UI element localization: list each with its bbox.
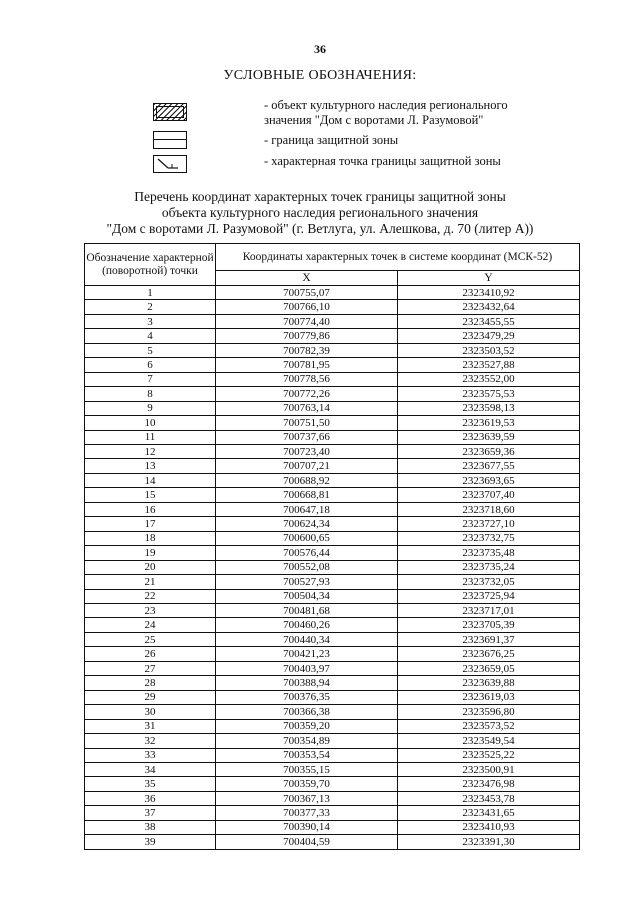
table-row bbox=[85, 575, 580, 589]
x-coordinate-cell: 700766,10 bbox=[216, 300, 398, 314]
table-row bbox=[85, 748, 580, 762]
point-number-cell: 23 bbox=[85, 603, 216, 617]
x-coordinate-cell: 700460,26 bbox=[216, 618, 398, 632]
coordinates-table bbox=[84, 243, 580, 850]
table-row bbox=[85, 300, 580, 314]
table-row bbox=[85, 690, 580, 704]
point-number-cell: 4 bbox=[85, 329, 216, 343]
y-coordinate-cell: 2323732,05 bbox=[398, 575, 580, 589]
x-coordinate-cell: 700403,97 bbox=[216, 661, 398, 675]
point-number-cell: 1 bbox=[85, 286, 216, 300]
table-row bbox=[85, 661, 580, 675]
table-row bbox=[85, 416, 580, 430]
page-number: 36 bbox=[314, 42, 326, 56]
coordinates-table-body bbox=[85, 286, 580, 850]
hatched-area-icon bbox=[153, 103, 187, 121]
table-row bbox=[85, 286, 580, 300]
protective-zone-boundary-icon bbox=[153, 131, 187, 149]
y-coordinate-cell: 2323717,01 bbox=[398, 603, 580, 617]
table-row bbox=[85, 531, 580, 545]
table-row bbox=[85, 430, 580, 444]
table-row bbox=[85, 734, 580, 748]
x-coordinate-cell: 700355,15 bbox=[216, 762, 398, 776]
x-coordinate-cell: 700354,89 bbox=[216, 734, 398, 748]
y-coordinate-cell: 2323639,88 bbox=[398, 676, 580, 690]
x-coordinate-cell: 700552,08 bbox=[216, 560, 398, 574]
point-number-cell: 22 bbox=[85, 589, 216, 603]
y-coordinate-cell: 2323575,53 bbox=[398, 387, 580, 401]
header-y: Y bbox=[398, 271, 580, 286]
y-coordinate-cell: 2323431,65 bbox=[398, 806, 580, 820]
y-coordinate-cell: 2323676,25 bbox=[398, 647, 580, 661]
point-number-cell: 12 bbox=[85, 444, 216, 458]
legend-item-boundary-point: - характерная точка границы защитной зоны bbox=[264, 154, 501, 168]
table-row bbox=[85, 473, 580, 487]
point-number-cell: 2 bbox=[85, 300, 216, 314]
y-coordinate-cell: 2323693,65 bbox=[398, 473, 580, 487]
table-row bbox=[85, 401, 580, 415]
x-coordinate-cell: 700723,40 bbox=[216, 444, 398, 458]
point-number-cell: 15 bbox=[85, 488, 216, 502]
point-number-cell: 21 bbox=[85, 575, 216, 589]
y-coordinate-cell: 2323735,24 bbox=[398, 560, 580, 574]
table-row bbox=[85, 719, 580, 733]
y-coordinate-cell: 2323677,55 bbox=[398, 459, 580, 473]
x-coordinate-cell: 700755,07 bbox=[216, 286, 398, 300]
point-number-cell: 26 bbox=[85, 647, 216, 661]
x-coordinate-cell: 700779,86 bbox=[216, 329, 398, 343]
point-number-cell: 38 bbox=[85, 820, 216, 834]
table-row bbox=[85, 806, 580, 820]
legend bbox=[0, 0, 640, 180]
table-row bbox=[85, 589, 580, 603]
x-coordinate-cell: 700668,81 bbox=[216, 488, 398, 502]
point-number-cell: 31 bbox=[85, 719, 216, 733]
y-coordinate-cell: 2323503,52 bbox=[398, 343, 580, 357]
x-coordinate-cell: 700359,20 bbox=[216, 719, 398, 733]
x-coordinate-cell: 700707,21 bbox=[216, 459, 398, 473]
x-coordinate-cell: 700376,35 bbox=[216, 690, 398, 704]
y-coordinate-cell: 2323659,36 bbox=[398, 444, 580, 458]
point-number-cell: 37 bbox=[85, 806, 216, 820]
x-coordinate-cell: 700600,65 bbox=[216, 531, 398, 545]
boundary-point-icon bbox=[153, 155, 187, 173]
x-coordinate-cell: 700367,13 bbox=[216, 791, 398, 805]
table-caption-line-2: объекта культурного наследия регионального значения bbox=[161, 205, 479, 220]
y-coordinate-cell: 2323410,92 bbox=[398, 286, 580, 300]
point-number-cell: 5 bbox=[85, 343, 216, 357]
table-row bbox=[85, 705, 580, 719]
y-coordinate-cell: 2323453,78 bbox=[398, 791, 580, 805]
y-coordinate-cell: 2323552,00 bbox=[398, 372, 580, 386]
point-number-cell: 29 bbox=[85, 690, 216, 704]
x-coordinate-cell: 700359,70 bbox=[216, 777, 398, 791]
legend-title: УСЛОВНЫЕ ОБОЗНАЧЕНИЯ: bbox=[223, 68, 417, 83]
x-coordinate-cell: 700504,34 bbox=[216, 589, 398, 603]
table-row bbox=[85, 358, 580, 372]
point-number-cell: 13 bbox=[85, 459, 216, 473]
point-number-cell: 35 bbox=[85, 777, 216, 791]
y-coordinate-cell: 2323410,93 bbox=[398, 820, 580, 834]
table-row bbox=[85, 632, 580, 646]
x-coordinate-cell: 700481,68 bbox=[216, 603, 398, 617]
point-number-cell: 8 bbox=[85, 387, 216, 401]
table-row bbox=[85, 777, 580, 791]
table-row bbox=[85, 488, 580, 502]
point-number-cell: 9 bbox=[85, 401, 216, 415]
point-number-cell: 17 bbox=[85, 517, 216, 531]
point-number-cell: 7 bbox=[85, 372, 216, 386]
x-coordinate-cell: 700772,26 bbox=[216, 387, 398, 401]
header-point-label: Обозначение характерной (поворотной) точки bbox=[85, 244, 216, 286]
table-row bbox=[85, 387, 580, 401]
point-number-cell: 34 bbox=[85, 762, 216, 776]
header-coordinates: Координаты характерных точек в системе координат (МСК-52) bbox=[216, 244, 580, 271]
point-number-cell: 33 bbox=[85, 748, 216, 762]
x-coordinate-cell: 700782,39 bbox=[216, 343, 398, 357]
y-coordinate-cell: 2323727,10 bbox=[398, 517, 580, 531]
point-number-cell: 32 bbox=[85, 734, 216, 748]
x-coordinate-cell: 700388,94 bbox=[216, 676, 398, 690]
x-coordinate-cell: 700737,66 bbox=[216, 430, 398, 444]
y-coordinate-cell: 2323455,55 bbox=[398, 314, 580, 328]
table-caption-line-3: "Дом с воротами Л. Разумовой" (г. Ветлуга, ул. Алешкова, д. 70 (литер А)) bbox=[106, 221, 534, 236]
table-row bbox=[85, 835, 580, 850]
y-coordinate-cell: 2323735,48 bbox=[398, 546, 580, 560]
point-number-cell: 16 bbox=[85, 502, 216, 516]
table-row bbox=[85, 502, 580, 516]
point-number-cell: 27 bbox=[85, 661, 216, 675]
x-coordinate-cell: 700763,14 bbox=[216, 401, 398, 415]
y-coordinate-cell: 2323476,98 bbox=[398, 777, 580, 791]
x-coordinate-cell: 700774,40 bbox=[216, 314, 398, 328]
legend-item-zone-boundary: - граница защитной зоны bbox=[264, 133, 399, 147]
y-coordinate-cell: 2323500,91 bbox=[398, 762, 580, 776]
point-number-cell: 30 bbox=[85, 705, 216, 719]
x-coordinate-cell: 700688,92 bbox=[216, 473, 398, 487]
y-coordinate-cell: 2323619,53 bbox=[398, 416, 580, 430]
point-number-cell: 24 bbox=[85, 618, 216, 632]
y-coordinate-cell: 2323725,94 bbox=[398, 589, 580, 603]
table-row bbox=[85, 560, 580, 574]
y-coordinate-cell: 2323732,75 bbox=[398, 531, 580, 545]
point-number-cell: 20 bbox=[85, 560, 216, 574]
point-number-cell: 19 bbox=[85, 546, 216, 560]
table-row bbox=[85, 647, 580, 661]
y-coordinate-cell: 2323391,30 bbox=[398, 835, 580, 850]
table-row bbox=[85, 517, 580, 531]
point-number-cell: 3 bbox=[85, 314, 216, 328]
point-number-cell: 11 bbox=[85, 430, 216, 444]
x-coordinate-cell: 700647,18 bbox=[216, 502, 398, 516]
table-row bbox=[85, 343, 580, 357]
table-row bbox=[85, 329, 580, 343]
point-number-cell: 25 bbox=[85, 632, 216, 646]
table-row bbox=[85, 459, 580, 473]
x-coordinate-cell: 700377,33 bbox=[216, 806, 398, 820]
table-row bbox=[85, 676, 580, 690]
x-coordinate-cell: 700778,56 bbox=[216, 372, 398, 386]
y-coordinate-cell: 2323705,39 bbox=[398, 618, 580, 632]
x-coordinate-cell: 700366,38 bbox=[216, 705, 398, 719]
y-coordinate-cell: 2323525,22 bbox=[398, 748, 580, 762]
table-row bbox=[85, 546, 580, 560]
table-row bbox=[85, 762, 580, 776]
y-coordinate-cell: 2323619,03 bbox=[398, 690, 580, 704]
point-number-cell: 36 bbox=[85, 791, 216, 805]
table-row bbox=[85, 314, 580, 328]
y-coordinate-cell: 2323432,64 bbox=[398, 300, 580, 314]
x-coordinate-cell: 700421,23 bbox=[216, 647, 398, 661]
y-coordinate-cell: 2323596,80 bbox=[398, 705, 580, 719]
x-coordinate-cell: 700404,59 bbox=[216, 835, 398, 850]
point-number-cell: 18 bbox=[85, 531, 216, 545]
table-row bbox=[85, 820, 580, 834]
y-coordinate-cell: 2323707,40 bbox=[398, 488, 580, 502]
y-coordinate-cell: 2323573,52 bbox=[398, 719, 580, 733]
point-number-cell: 28 bbox=[85, 676, 216, 690]
x-coordinate-cell: 700527,93 bbox=[216, 575, 398, 589]
table-row bbox=[85, 618, 580, 632]
y-coordinate-cell: 2323527,88 bbox=[398, 358, 580, 372]
table-row bbox=[85, 372, 580, 386]
y-coordinate-cell: 2323639,59 bbox=[398, 430, 580, 444]
point-number-cell: 39 bbox=[85, 835, 216, 850]
x-coordinate-cell: 700781,95 bbox=[216, 358, 398, 372]
x-coordinate-cell: 700390,14 bbox=[216, 820, 398, 834]
y-coordinate-cell: 2323598,13 bbox=[398, 401, 580, 415]
table-row bbox=[85, 603, 580, 617]
x-coordinate-cell: 700751,50 bbox=[216, 416, 398, 430]
x-coordinate-cell: 700440,34 bbox=[216, 632, 398, 646]
x-coordinate-cell: 700353,54 bbox=[216, 748, 398, 762]
table-caption bbox=[0, 189, 640, 237]
y-coordinate-cell: 2323718,60 bbox=[398, 502, 580, 516]
point-number-cell: 14 bbox=[85, 473, 216, 487]
y-coordinate-cell: 2323659,05 bbox=[398, 661, 580, 675]
header-x: X bbox=[216, 271, 398, 286]
y-coordinate-cell: 2323691,37 bbox=[398, 632, 580, 646]
y-coordinate-cell: 2323549,54 bbox=[398, 734, 580, 748]
x-coordinate-cell: 700576,44 bbox=[216, 546, 398, 560]
point-number-cell: 6 bbox=[85, 358, 216, 372]
table-caption-line-1: Перечень координат характерных точек границы защитной зоны bbox=[134, 189, 506, 204]
legend-item-heritage-object: - объект культурного наследия регионального значения "Дом с воротами Л. Разумовой" bbox=[264, 98, 508, 127]
x-coordinate-cell: 700624,34 bbox=[216, 517, 398, 531]
table-row bbox=[85, 444, 580, 458]
table-row bbox=[85, 791, 580, 805]
y-coordinate-cell: 2323479,29 bbox=[398, 329, 580, 343]
point-number-cell: 10 bbox=[85, 416, 216, 430]
